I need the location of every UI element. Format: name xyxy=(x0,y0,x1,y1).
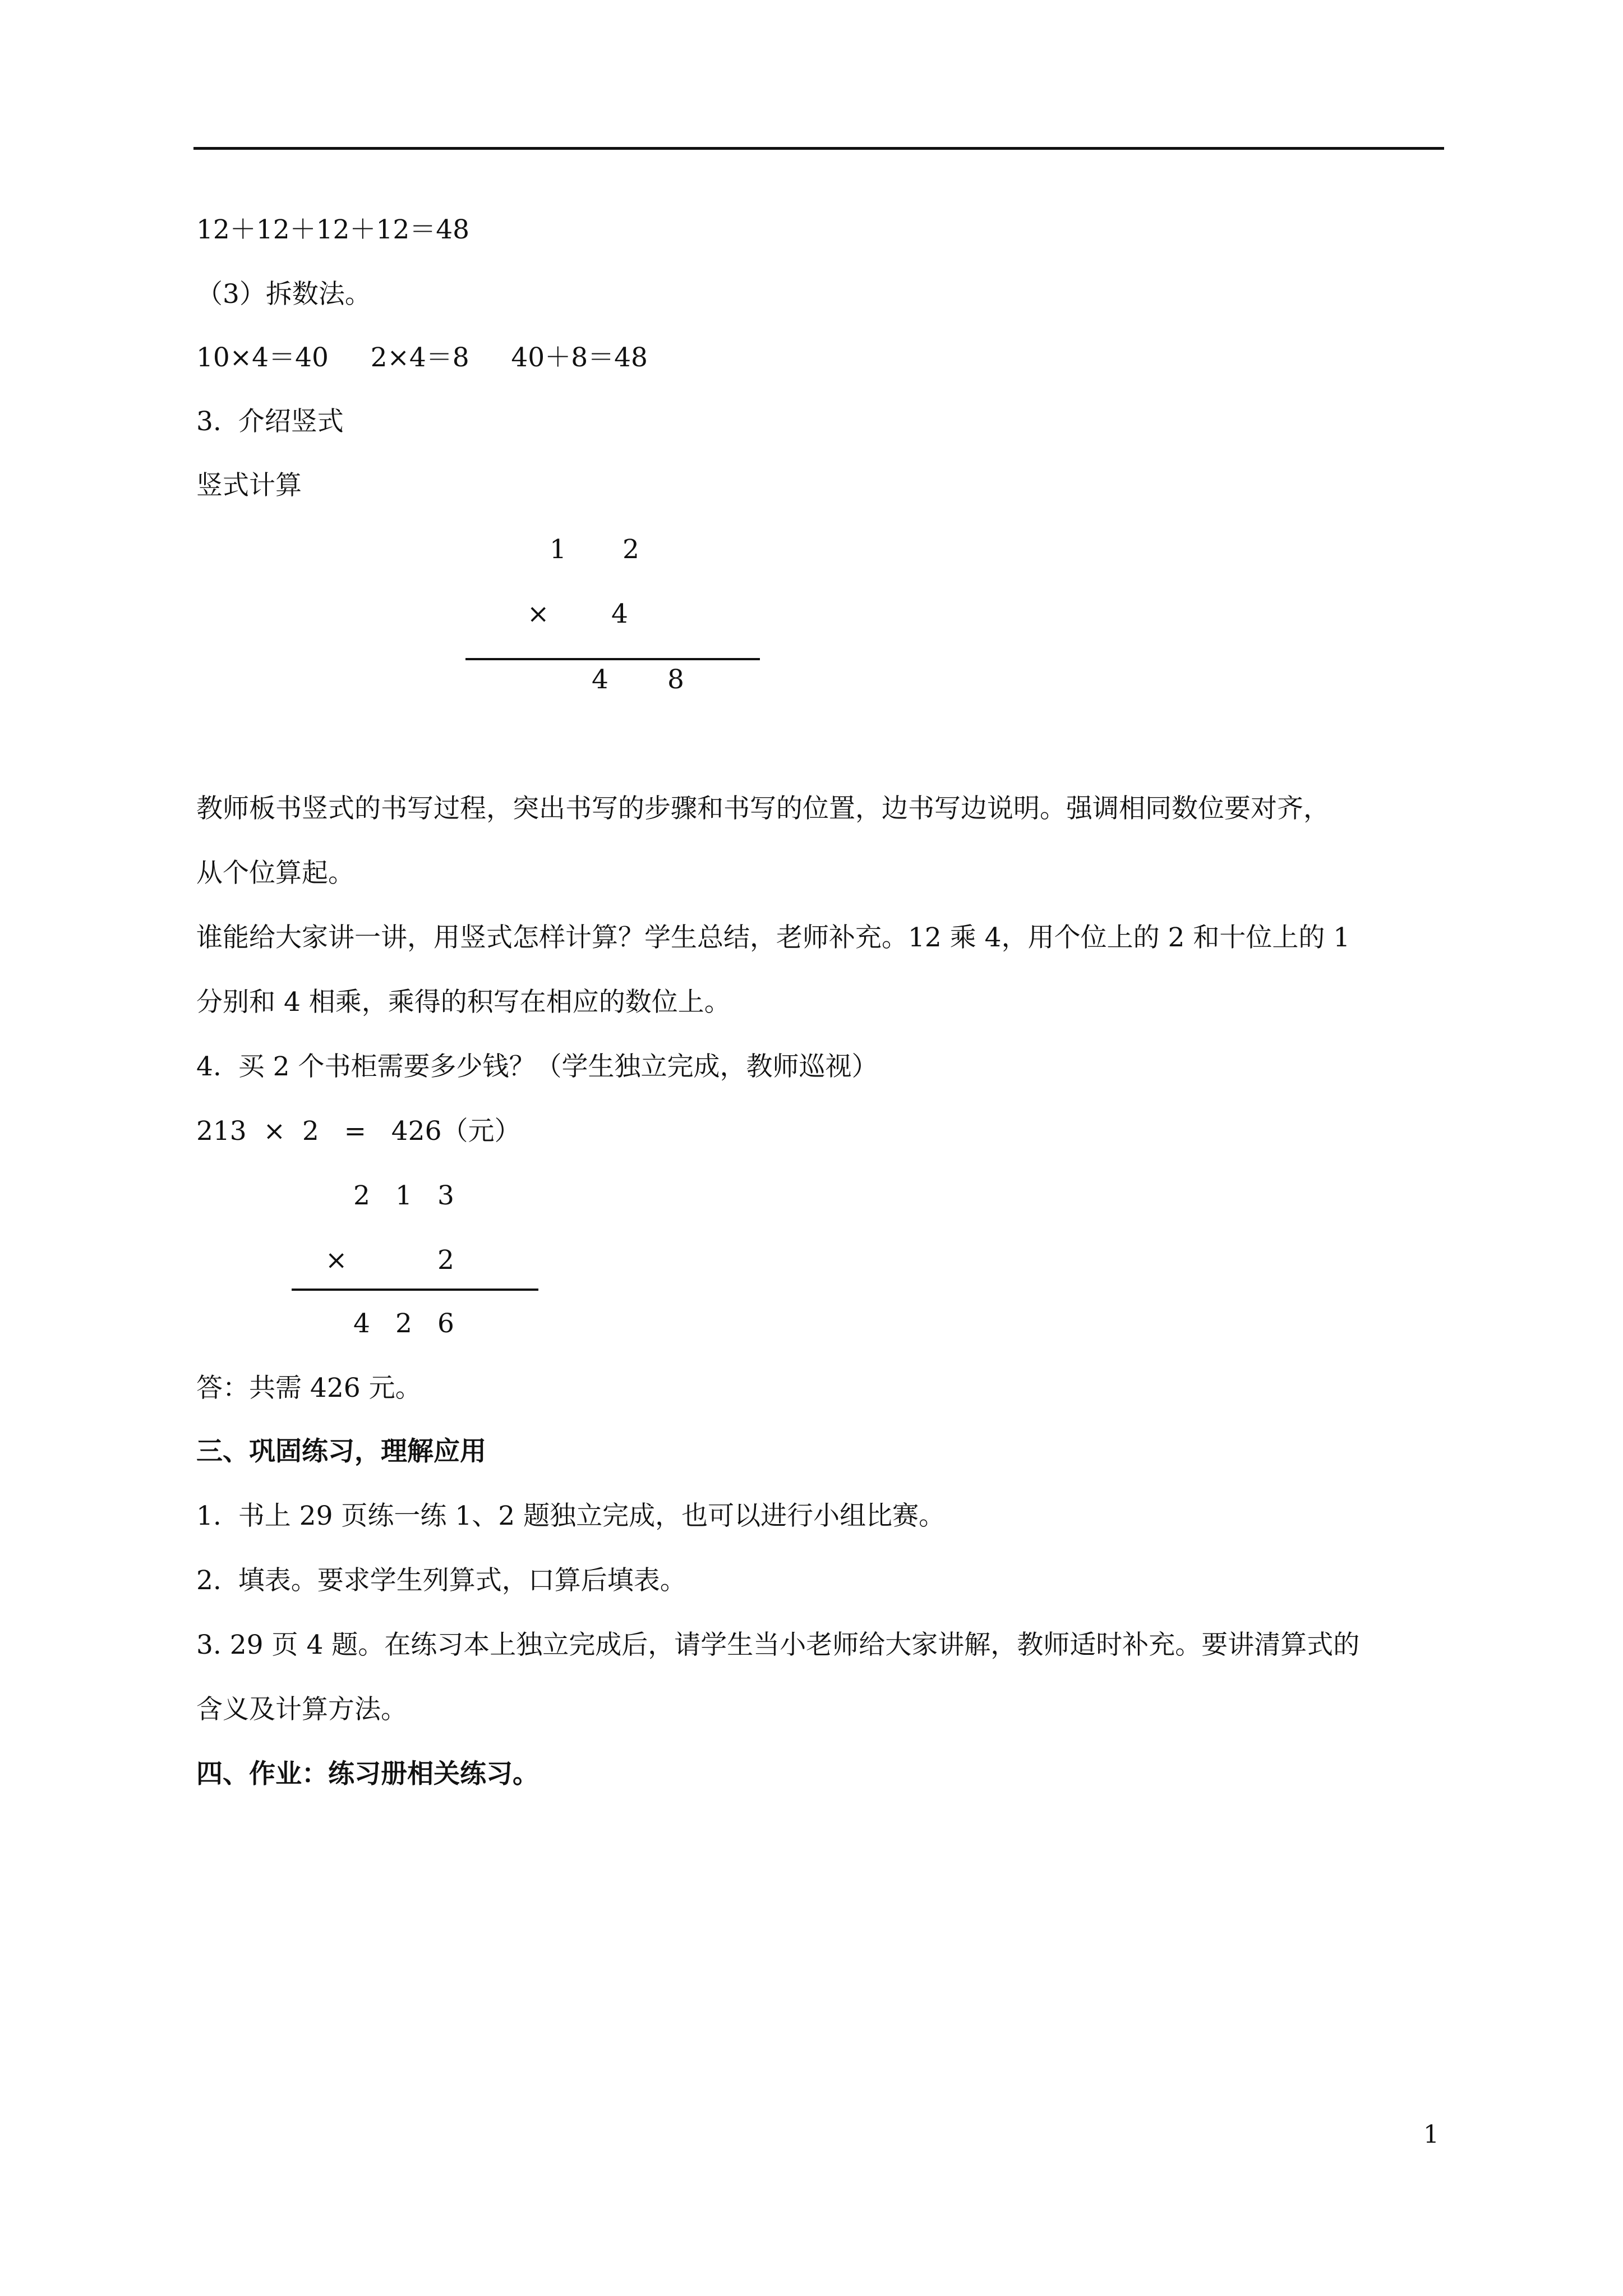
vc2-result-digit-3: 6 xyxy=(437,1308,454,1339)
section-heading-practice: 三、巩固练习，理解应用 xyxy=(196,1436,486,1467)
text-line-teacher-2: 从个位算起。 xyxy=(196,858,354,889)
vc1-top-digit-2: 2 xyxy=(623,534,639,565)
text-line-practice-3a: 3. 29 页 4 题。在练习本上独立完成后，请学生当小老师给大家讲解，教师适时补充。要讲清算式的 xyxy=(196,1630,1360,1660)
text-line-split-method: （3）拆数法。 xyxy=(196,279,371,310)
vc2-top-digit-3: 3 xyxy=(437,1180,454,1211)
header-rule xyxy=(193,147,1444,150)
vc1-underline xyxy=(465,658,760,660)
vc1-result-digit-1: 4 xyxy=(592,664,608,695)
vc1-result-digit-2: 8 xyxy=(667,664,684,695)
text-line-vertical-calc: 竖式计算 xyxy=(196,470,302,501)
vc1-times-sign: × xyxy=(527,599,550,629)
text-line-summary-1: 谁能给大家讲一讲，用竖式怎样计算？学生总结，老师补充。12 乘 4，用个位上的 2 和十位上的 1 xyxy=(196,922,1350,953)
vc2-multiplier: 2 xyxy=(437,1245,454,1276)
vc1-top-digit-1: 1 xyxy=(550,534,566,565)
section-heading-homework: 四、作业：练习册相关练习。 xyxy=(196,1759,539,1789)
text-line-answer: 答：共需 426 元。 xyxy=(196,1373,422,1404)
text-line-intro-vertical: 3. 介绍竖式 xyxy=(196,406,344,437)
vc2-underline xyxy=(292,1289,538,1291)
text-line-practice-1: 1. 书上 29 页练一练 1、2 题独立完成，也可以进行小组比赛。 xyxy=(196,1501,946,1531)
text-line-summary-2: 分别和 4 相乘，乘得的积写在相应的数位上。 xyxy=(196,987,731,1018)
vc2-times-sign: × xyxy=(325,1245,348,1276)
text-line-practice-3b: 含义及计算方法。 xyxy=(196,1694,407,1725)
vc2-top-digit-2: 1 xyxy=(395,1180,412,1211)
text-line-bookcase-equation: 213 × 2 = 426（元） xyxy=(196,1116,521,1147)
vc2-top-digit-1: 2 xyxy=(353,1180,370,1211)
text-line-sum: 12＋12＋12＋12＝48 xyxy=(196,214,470,245)
text-line-teacher-1: 教师板书竖式的书写过程，突出书写的步骤和书写的位置，边书写边说明。强调相同数位要对齐， xyxy=(196,793,1330,824)
text-line-bookcase-question: 4. 买 2 个书柜需要多少钱？（学生独立完成，教师巡视） xyxy=(196,1051,878,1082)
text-line-practice-2: 2. 填表。要求学生列算式，口算后填表。 xyxy=(196,1565,686,1596)
vc2-result-digit-1: 4 xyxy=(353,1308,370,1339)
vc2-result-digit-2: 2 xyxy=(395,1308,412,1339)
page-number: 1 xyxy=(1423,2120,1439,2149)
vc1-multiplier: 4 xyxy=(611,599,628,629)
text-line-split-equations: 10×4＝40 2×4＝8 40＋8＝48 xyxy=(196,342,648,373)
